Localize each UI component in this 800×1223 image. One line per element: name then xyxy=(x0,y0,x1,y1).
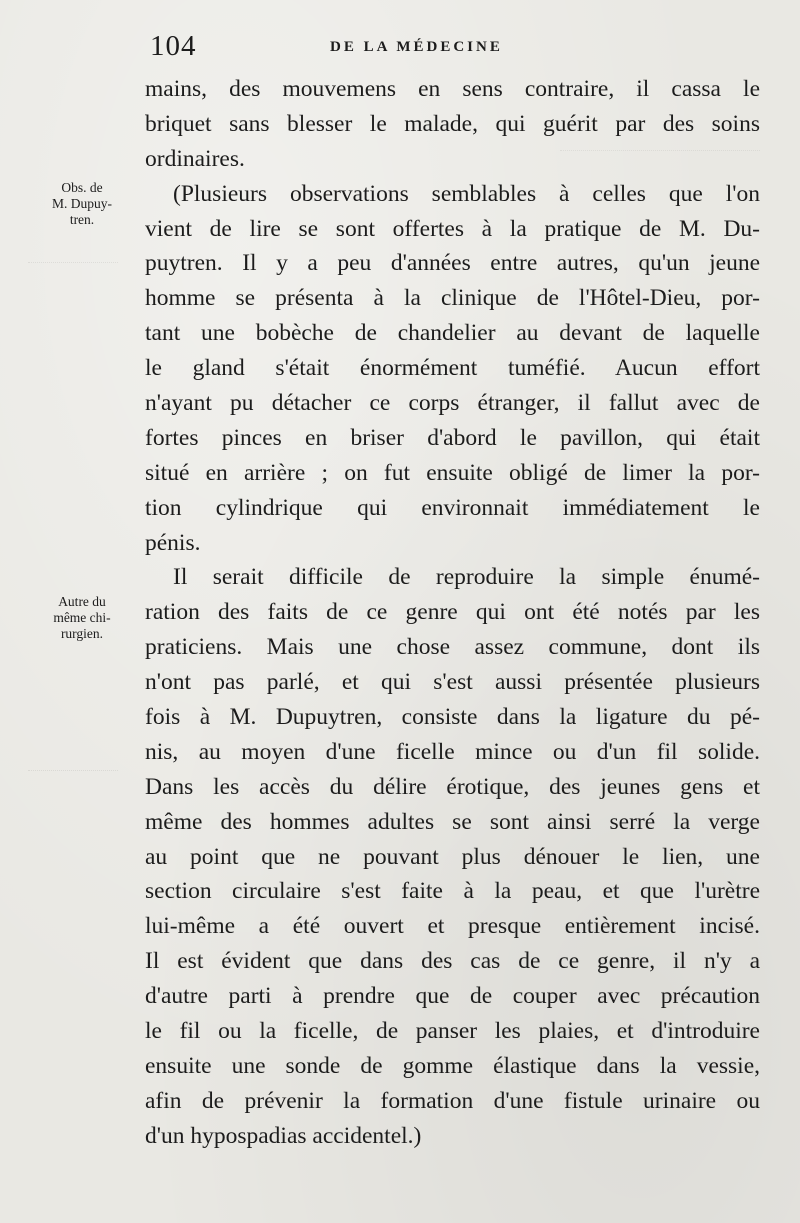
text-line: homme se présenta à la clinique de l'Hôtel-Dieu, por- xyxy=(145,285,760,312)
margin-note-line: tren. xyxy=(69,212,95,227)
margin-note-line: M. Dupuy- xyxy=(52,196,112,211)
running-head: DE LA MÉDECINE xyxy=(330,39,503,55)
text-line: n'ayant pu détacher ce corps étranger, il fallut avec de xyxy=(145,390,760,417)
page-number: 104 xyxy=(150,30,197,62)
text-line: tant une bobèche de chandelier au devant de laquelle xyxy=(145,320,760,347)
text-line: (Plusieurs observations semblables à celles que l'on xyxy=(173,180,760,207)
text-line: le fil ou la ficelle, de panser les plaies, et d'introduire xyxy=(145,1018,760,1045)
text-line: ensuite une sonde de gomme élastique dans la vessie, xyxy=(145,1052,760,1079)
text-line: tion cylindrique qui environnait immédiatement le xyxy=(145,494,760,521)
margin-note-line: rurgien. xyxy=(60,626,104,641)
text-line: mains, des mouvemens en sens contraire, il cassa le xyxy=(145,76,760,102)
text-line: fortes pinces en briser d'abord le pavillon, qui était xyxy=(145,424,760,451)
text-line: afin de prévenir la formation d'une fistule urinaire ou xyxy=(145,1087,760,1114)
text-line: vient de lire se sont offertes à la pratique de M. Du- xyxy=(145,215,760,242)
body-text xyxy=(145,72,760,1154)
margin-note-line: même chi- xyxy=(53,610,111,625)
text-line: d'autre parti à prendre que de couper avec précaution xyxy=(145,983,760,1010)
bleed-through-mark xyxy=(28,262,118,303)
text-line: n'ont pas parlé, et qui s'est aussi présentée plusieurs xyxy=(145,669,760,696)
text-line: le gland s'était énormément tuméfié. Aucun effort xyxy=(145,355,760,382)
text-line: situé en arrière ; on fut ensuite obligé de limer la por- xyxy=(145,459,760,486)
text-line: section circulaire s'est faite à la peau, et que l'urètre xyxy=(145,878,760,905)
page-header xyxy=(0,30,800,64)
text-line: puytren. Il y a peu d'années entre autres, qu'un jeune xyxy=(145,250,760,277)
text-line: Dans les accès du délire érotique, des jeunes gens et xyxy=(145,773,760,800)
text-line: pénis. xyxy=(145,529,201,556)
text-line: même des hommes adultes se sont ainsi serré la verge xyxy=(145,808,760,835)
margin-note-line: Obs. de xyxy=(61,180,103,195)
text-line: briquet sans blesser le malade, qui guérit par des soins xyxy=(145,110,760,137)
text-line: ration des faits de ce genre qui ont été notés par les xyxy=(145,599,760,626)
margin-note xyxy=(30,594,134,642)
margin-note xyxy=(30,180,134,228)
text-line: ordinaires. xyxy=(145,145,245,172)
bleed-through-mark xyxy=(28,770,118,831)
text-line: fois à M. Dupuytren, consiste dans la ligature du pé- xyxy=(145,704,760,731)
text-line: Il est évident que dans des cas de ce genre, il n'y a xyxy=(145,948,760,975)
text-line: d'un hypospadias accidentel.) xyxy=(145,1122,422,1149)
text-line: praticiens. Mais une chose assez commune, dont ils xyxy=(145,634,760,661)
text-line: nis, au moyen d'une ficelle mince ou d'un fil solide. xyxy=(145,738,760,765)
text-line: Il serait difficile de reproduire la simple énumé- xyxy=(173,564,760,591)
text-line: au point que ne pouvant plus dénouer le lien, une xyxy=(145,843,760,870)
margin-note-line: Autre du xyxy=(58,594,106,609)
text-line: lui-même a été ouvert et presque entièrement incisé. xyxy=(145,913,760,940)
